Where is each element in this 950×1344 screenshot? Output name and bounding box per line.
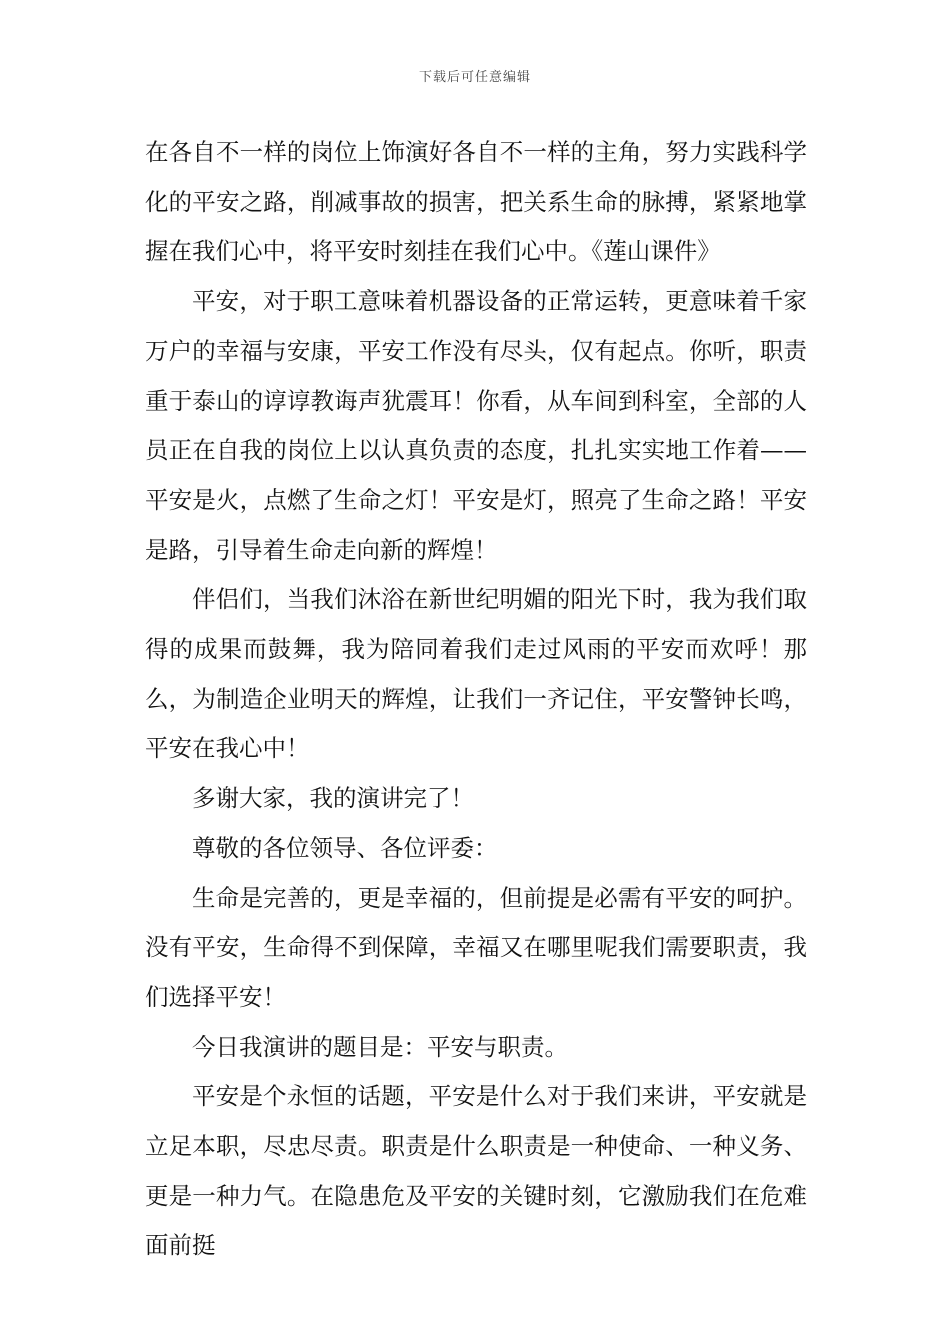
- paragraph-8: 平安是个永恒的话题，平安是什么对于我们来讲，平安就是立足本职，尽忠尽责。职责是什么职责是一种使命、一种义务、更是一种力气。在隐患危及平安的关键时刻，它激励我们在危难面前挺: [145, 1082, 807, 1260]
- document-body: [145, 128, 807, 1271]
- paragraph-3: 伴侣们，当我们沐浴在新世纪明媚的阳光下时，我为我们取得的成果而鼓舞，我为陪同着我们走过风雨的平安而欢呼！那么，为制造企业明天的辉煌，让我们一齐记住，平安警钟长鸣，平安在我心中！: [145, 585, 807, 763]
- paragraph-2: 平安，对于职工意味着机器设备的正常运转，更意味着千家万户的幸福与安康，平安工作没有尽头，仅有起点。你听，职责重于泰山的谆谆教诲声犹震耳！你看，从车间到科室，全部的人员正在自我的岗位上以认真负责的态度，扎扎实实地工作着——平安是火，点燃了生命之灯！平安是灯，照亮了生命之路！平安是路，引导着生命走向新的辉煌！: [145, 287, 807, 564]
- paragraph-1: 在各自不一样的岗位上饰演好各自不一样的主角，努力实践科学化的平安之路，削减事故的损害，把关系生命的脉搏，紧紧地掌握在我们心中，将平安时刻挂在我们心中。《莲山课件》: [145, 138, 807, 266]
- paragraph-6: 生命是完善的，更是幸福的，但前提是必需有平安的呵护。没有平安，生命得不到保障，幸福又在哪里呢我们需要职责，我们选择平安！: [145, 883, 807, 1011]
- paragraph-7: 今日我演讲的题目是：平安与职责。: [192, 1032, 568, 1061]
- paragraph-5: 尊敬的各位领导、各位评委：: [192, 833, 498, 862]
- page-header-note: 下载后可任意编辑: [418, 70, 531, 85]
- paragraph-4: 多谢大家，我的演讲完了！: [192, 784, 474, 813]
